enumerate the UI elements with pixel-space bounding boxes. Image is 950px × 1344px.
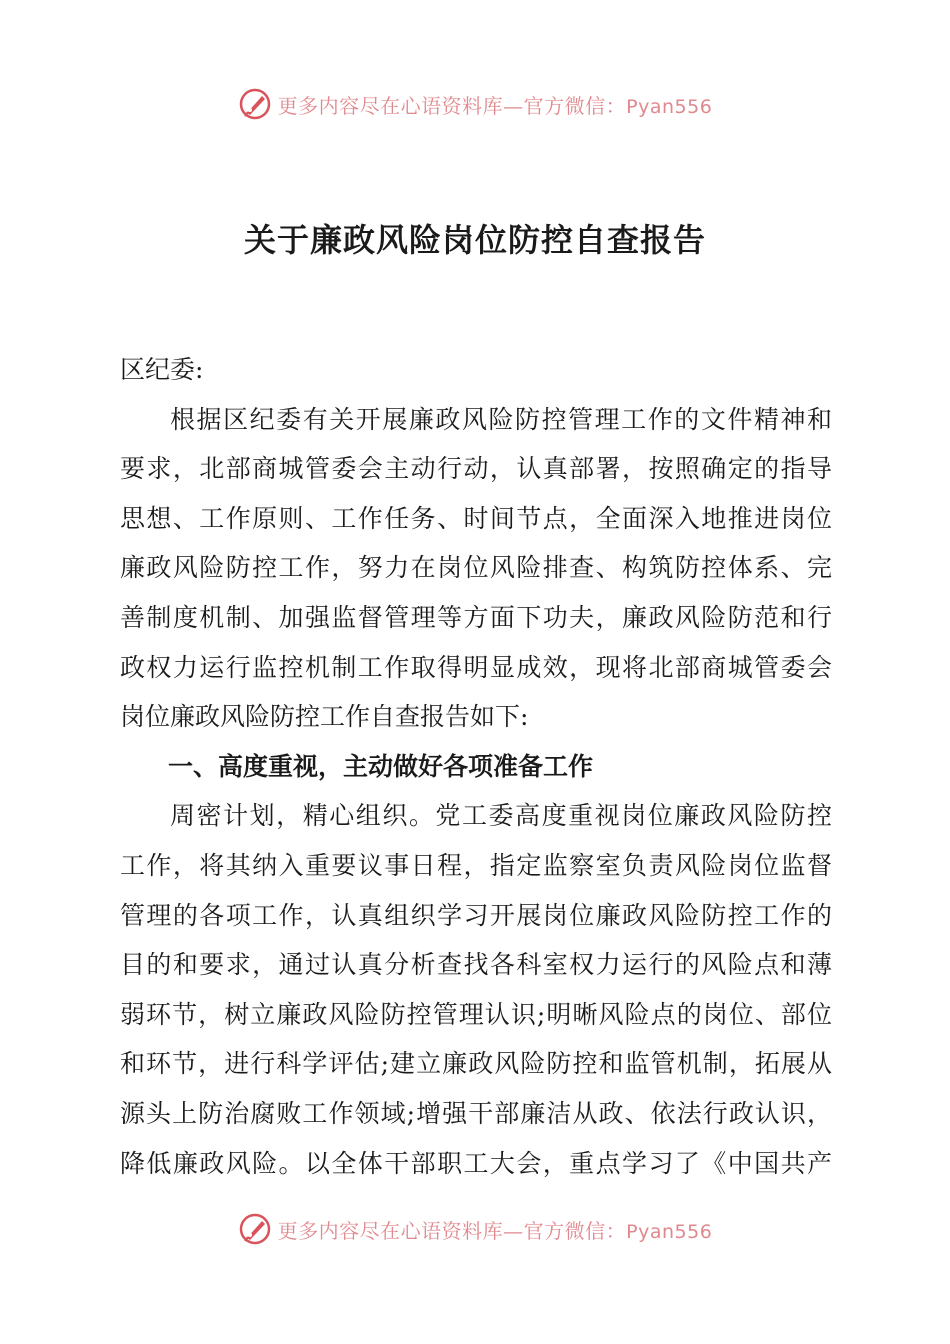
header-watermark xyxy=(0,84,950,124)
paragraph-line: 管理的各项工作，认真组织学习开展岗位廉政风险防控工作的 xyxy=(120,900,832,930)
paragraph-line: 和环节，进行科学评估;建立廉政风险防控和监管机制，拓展从 xyxy=(120,1049,832,1079)
watermark-text: 更多内容尽在心语资料库—官方微信：Pyan556 xyxy=(277,93,713,118)
pen-circle-logo-icon xyxy=(238,87,272,121)
paragraph-1 xyxy=(120,395,832,742)
paragraph-2 xyxy=(120,791,832,1188)
paragraph-line: 要求，北部商城管委会主动行动，认真部署，按照确定的指导 xyxy=(120,454,832,484)
paragraph-line: 目的和要求，通过认真分析查找各科室权力运行的风险点和薄 xyxy=(120,950,832,980)
paragraph-line: 弱环节，树立廉政风险防控管理认识;明晰风险点的岗位、部位 xyxy=(120,999,832,1029)
salutation: 区纪委: xyxy=(120,355,204,384)
watermark-text: 更多内容尽在心语资料库—官方微信：Pyan556 xyxy=(277,1218,713,1243)
paragraph-line: 岗位廉政风险防控工作自查报告如下: xyxy=(120,702,529,732)
paragraph-line: 廉政风险防控工作，努力在岗位风险排查、构筑防控体系、完 xyxy=(120,553,832,583)
paragraph-line: 根据区纪委有关开展廉政风险防控管理工作的文件精神和 xyxy=(170,404,832,434)
paragraph-line: 工作，将其纳入重要议事日程，指定监察室负责风险岗位监督 xyxy=(120,850,832,880)
document-title: 关于廉政风险岗位防控自查报告 xyxy=(243,221,706,259)
watermark-id: Pyan556 xyxy=(626,1220,713,1243)
paragraph-line: 源头上防治腐败工作领域;增强干部廉洁从政、依法行政认识， xyxy=(120,1098,832,1128)
paragraph-line: 思想、工作原则、工作任务、时间节点，全面深入地推进岗位 xyxy=(120,503,832,533)
paragraph-line: 降低廉政风险。以全体干部职工大会，重点学习了《中国共产 xyxy=(120,1148,832,1178)
paragraph-line: 善制度机制、加强监督管理等方面下功夫，廉政风险防范和行 xyxy=(120,602,832,632)
document-body xyxy=(120,345,832,1188)
footer-watermark xyxy=(0,1209,950,1249)
section-heading-1: 一、高度重视，主动做好各项准备工作 xyxy=(168,751,594,781)
pen-circle-logo-icon xyxy=(238,1212,272,1246)
watermark-id: Pyan556 xyxy=(626,95,713,118)
paragraph-line: 政权力运行监控机制工作取得明显成效，现将北部商城管委会 xyxy=(120,652,832,682)
paragraph-line: 周密计划，精心组织。党工委高度重视岗位廉政风险防控 xyxy=(170,801,832,831)
